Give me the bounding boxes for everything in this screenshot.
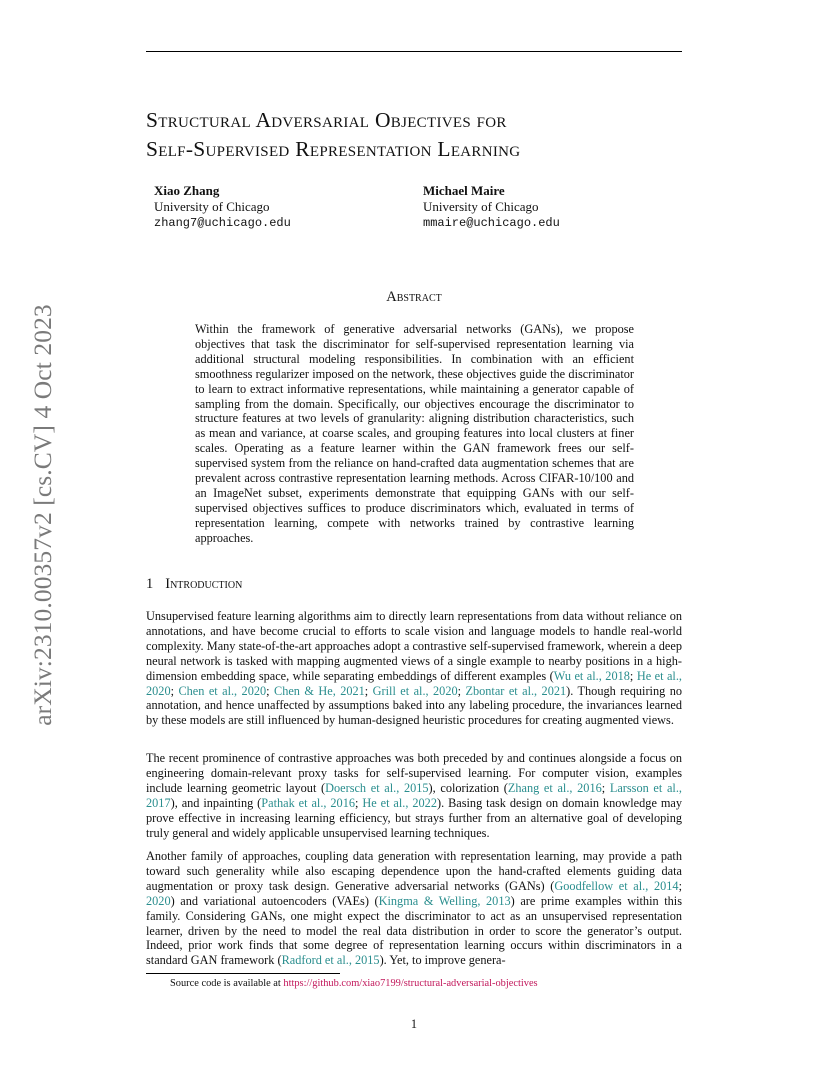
abstract-heading: Abstract	[386, 289, 442, 305]
citation-link[interactable]: Larsson et al., 2017	[146, 780, 682, 810]
author-name: Xiao Zhang	[154, 183, 220, 198]
section-heading	[146, 576, 242, 593]
citation-link[interactable]: Pathak et al., 2016	[261, 795, 356, 810]
paragraph-text: ). Though requiring no annotation, and hence unaffected by assumptions baked into any labeling procedure, the invariances learned by these models are still influenced by human-designed heuristic procedures for creating augmented views.	[146, 683, 682, 728]
paragraph-text: ). Basing task design on domain knowledge may prove effective in increasing learning efficiency, but strays further from an alternative goal of developing truly general and widely applicable unsupervised learning techniques.	[146, 795, 682, 840]
paragraph-text: Unsupervised feature learning algorithms aim to directly learn representations from data without reliance on annotations, and have become crucial to efforts to scale vision and language models to handle real-world complexity. Many state-of-the-art approaches adopt a contrastive self-supervised framework, wherein a deep neural network is tasked with mapping augmented views of a single example to nearby positions in a high-dimension embedding space, while separating embeddings of different examples (	[146, 609, 682, 683]
top-rule	[146, 51, 682, 52]
paragraph-text: ;	[364, 683, 373, 698]
citation-link[interactable]: Doersch et al., 2015	[325, 780, 429, 795]
intro-paragraph-3	[146, 849, 682, 968]
citation-link[interactable]: Wu et al., 2018	[553, 668, 630, 683]
citation-link[interactable]: Kingma & Welling, 2013	[378, 893, 511, 908]
author-affiliation: University of Chicago	[154, 199, 270, 214]
paragraph-text: ;	[601, 780, 610, 795]
paragraph-text: ), and inpainting (	[170, 795, 262, 810]
paragraph-text: ) are prime examples within this family. Considering GANs, one might expect the discriminator to act as an unsupervised representation learner, driven by the need to model the real data distribution in order to score the generator’s output. Indeed, prior work finds that some degree of representation learning occurs within discriminators in a standard GAN framework (	[146, 893, 683, 968]
section-title: Introduction	[165, 576, 243, 592]
footnote-rule	[146, 973, 340, 974]
intro-paragraph-2	[146, 751, 682, 840]
citation-link[interactable]: Chen & He, 2021	[274, 683, 365, 698]
citation-link[interactable]: Grill et al., 2020	[372, 683, 458, 698]
citation-link[interactable]: Goodfellow et al., 2014	[554, 878, 679, 893]
paragraph-text: ;	[457, 683, 466, 698]
section-number: 1	[146, 576, 154, 592]
author-block-1	[154, 183, 291, 231]
page-number: 1	[410, 1017, 418, 1031]
paragraph-text: ), colorization (	[428, 780, 508, 795]
paragraph-text: ;	[355, 795, 363, 810]
paragraph-text: ). Yet, to improve genera-	[379, 953, 506, 968]
paragraph-text: ;	[170, 683, 179, 698]
paragraph-text: ) and variational autoencoders (VAEs) (	[170, 893, 379, 908]
citation-link[interactable]: Chen et al., 2020	[178, 683, 267, 698]
citation-link[interactable]: Zbontar et al., 2021	[465, 683, 567, 698]
paragraph-text: The recent prominence of contrastive approaches was both preceded by and continues alongside a focus on engineering domain-relevant proxy tasks for self-supervised learning. For computer vision, examples include learning geometric layout (	[146, 751, 682, 795]
author-email[interactable]: zhang7@uchicago.edu	[154, 216, 291, 230]
author-block-2	[423, 183, 560, 231]
title-line-1: Structural Adversarial Objectives for	[146, 108, 507, 132]
intro-paragraph-1	[146, 609, 682, 728]
citation-link[interactable]: He et al., 2020	[146, 668, 683, 698]
arxiv-identifier: arXiv:2310.00357v2 [cs.CV] 4 Oct 2023	[28, 304, 57, 726]
citation-link[interactable]: 2020	[146, 893, 171, 908]
footnote-text: Source code is available at	[170, 978, 284, 989]
paragraph-text: Another family of approaches, coupling data generation with representation learning, may provide a path toward such generality while also escaping dependence upon the hand-crafted elements guiding data augmentation or proxy task design. Generative adversarial networks (GANs) (	[146, 849, 682, 893]
paragraph-text: ;	[629, 668, 637, 683]
citation-link[interactable]: Radford et al., 2015	[281, 953, 380, 968]
author-email[interactable]: mmaire@uchicago.edu	[423, 216, 560, 230]
paragraph-text: ;	[678, 878, 682, 893]
abstract-text: Within the framework of generative adversarial networks (GANs), we propose objectives that task the discriminator for self-supervised representation learning via additional structural modeling responsibilities. In combination with an efficient smoothness regularizer imposed on the network, these objectives guide the discriminator to learn to extract informative representations, while maintaining a generator capable of sampling from the domain. Specifically, our objectives encourage the discriminator to structure features at two levels of granularity: aligning distribution characteristics, such as mean and variance, at coarse scales, and grouping features into local clusters at finer scales. Operating as a feature learner within the GAN framework frees our self-supervised system from the reliance on hand-crafted data augmentation schemes that are prevalent across contrastive representation learning methods. Across CIFAR-10/100 and an ImageNet subset, experiments demonstrate that equipping GANs with our self-supervised objectives suffices to produce discriminators which, evaluated in terms of representation learning, compete with networks trained by contrastive learning approaches.	[195, 322, 634, 545]
author-affiliation: University of Chicago	[423, 199, 539, 214]
footnote	[170, 977, 538, 990]
title-line-2: Self-Supervised Representation Learning	[146, 137, 521, 161]
paper-title	[146, 106, 706, 164]
source-code-link[interactable]: https://github.com/xiao7199/structural-adversarial-objectives	[283, 978, 538, 989]
paragraph-text: ;	[266, 683, 274, 698]
citation-link[interactable]: He et al., 2022	[362, 795, 437, 810]
citation-link[interactable]: Zhang et al., 2016	[507, 780, 602, 795]
author-name: Michael Maire	[423, 183, 505, 198]
